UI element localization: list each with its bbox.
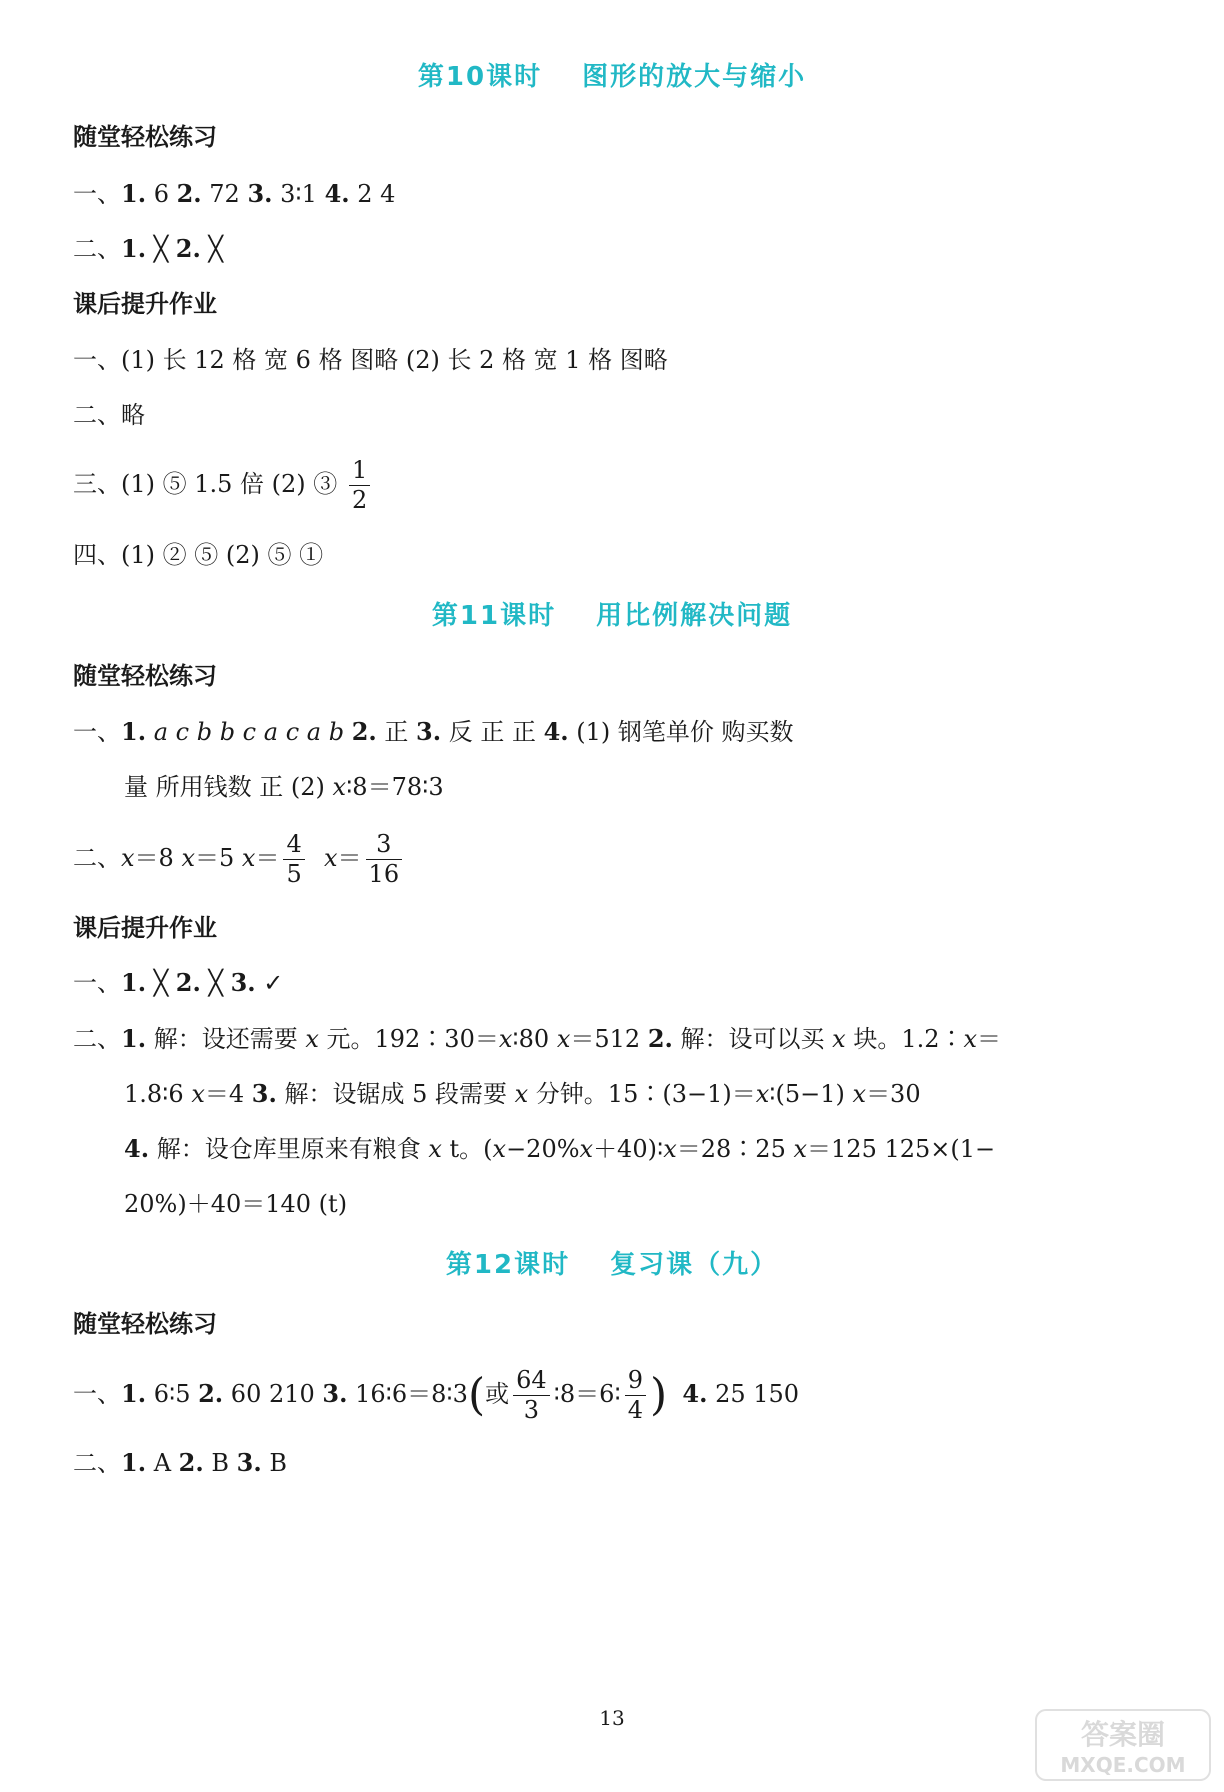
answer-line: 一、1. 6 2. 72 3. 3∶1 4. 2 4 xyxy=(73,179,396,208)
answer-line: 一、1. a c b b c a c a b 2. 正 3. 反 正 正 4. (1) 钢笔单价 购买数 xyxy=(73,717,794,746)
classroom-practice-heading: 随堂轻松练习 xyxy=(73,1310,217,1338)
classroom-practice-heading: 随堂轻松练习 xyxy=(73,662,217,690)
lesson-number: 第11课时 xyxy=(431,601,557,631)
answer-line: 一、1. 6∶5 2. 60 210 3. 16∶6＝8∶3(或 $\frac{64}{3}$ ∶8＝6∶ $\frac{9}{4}$ ) 4. 25 150 xyxy=(73,1366,800,1425)
answer-line: 二、x＝8 x＝5 x＝ $\frac{4}{5}$ x＝ $\frac{3}{16}$ xyxy=(73,832,406,887)
fraction: $\frac{4}{5}$ xyxy=(283,832,304,887)
lesson-12-title xyxy=(0,1252,1224,1278)
answer-line: 4. 解：设仓库里原来有粮食 x t。(x−20%x＋40)∶x＝28∶25 x＝125 125×(1− xyxy=(124,1134,996,1163)
lesson-topic: 图形的放大与缩小 xyxy=(582,62,807,92)
answer-line: 量 所用钱数 正 (2) x∶8＝78∶3 xyxy=(124,773,444,801)
fraction: $\frac{64}{3}$ xyxy=(513,1368,550,1423)
lesson-topic: 复习课（九） xyxy=(610,1250,779,1280)
watermark-line1: 答案圈 xyxy=(1080,1718,1166,1751)
answer-line: 四、(1) ② ⑤ (2) ⑤ ① xyxy=(73,541,324,569)
answer-line: 二、1. 解：设还需要 x 元。192∶30＝x∶80 x＝512 2. 解：设可以买 x 块。1.2∶x＝ xyxy=(73,1024,1002,1053)
answer-line: 三、(1) ⑤ 1.5 倍 (2) ③ $\frac{1}{2}$ xyxy=(73,458,374,513)
answer-line: 20%)＋40＝140 (t) xyxy=(124,1190,348,1218)
answer-line: 一、(1) 长 12 格 宽 6 格 图略 (2) 长 2 格 宽 1 格 图略 xyxy=(73,346,668,374)
lesson-11-title xyxy=(0,603,1224,629)
lesson-10-title xyxy=(0,64,1224,90)
site-watermark-logo xyxy=(1034,1706,1212,1784)
lesson-number: 第12课时 xyxy=(445,1250,571,1280)
page-number: 13 xyxy=(599,1706,625,1730)
answer-line: 一、1. ╳ 2. ╳ 3. ✓ xyxy=(73,968,284,997)
answer-line: 二、1. A 2. B 3. B xyxy=(73,1448,287,1477)
fraction: $\frac{3}{16}$ xyxy=(366,832,403,887)
homework-heading: 课后提升作业 xyxy=(73,290,217,318)
homework-heading: 课后提升作业 xyxy=(73,914,217,942)
answer-line: 1.8∶6 x＝4 3. 解：设锯成 5 段需要 x 分钟。15∶(3−1)＝x∶(5−1) x＝30 xyxy=(124,1079,921,1108)
lesson-number: 第10课时 xyxy=(417,62,543,92)
watermark-line2: MXQE.COM xyxy=(1060,1753,1186,1777)
lesson-topic: 用比例解决问题 xyxy=(596,601,793,631)
fraction: $\frac{1}{2}$ xyxy=(349,458,370,513)
fraction: $\frac{9}{4}$ xyxy=(625,1368,646,1423)
classroom-practice-heading: 随堂轻松练习 xyxy=(73,123,217,151)
answer-line: 二、略 xyxy=(73,401,145,429)
answer-line: 二、1. ╳ 2. ╳ xyxy=(73,234,223,263)
